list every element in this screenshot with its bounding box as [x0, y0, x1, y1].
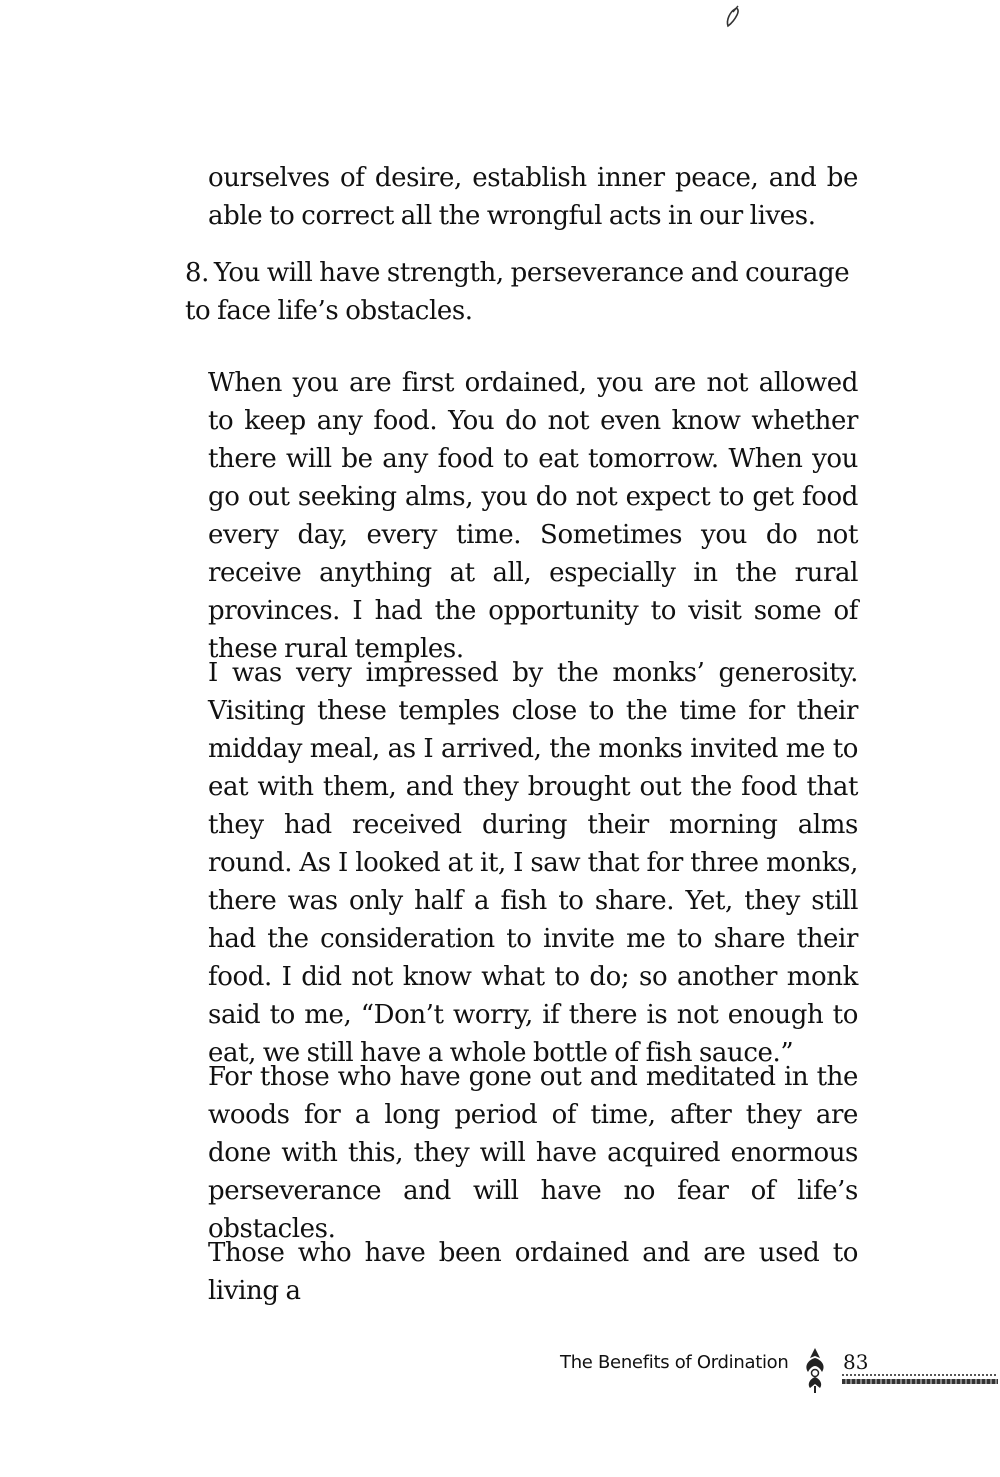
list-item-8 [185, 254, 865, 330]
paragraph-block-4 [208, 1234, 858, 1310]
footer-rule [842, 1374, 998, 1384]
paragraph-block-1 [208, 364, 858, 668]
list-number: 8. [185, 258, 210, 288]
lotus-ornament-icon [800, 1346, 830, 1394]
paragraph-4: Those who have been ordained and are used to living a [208, 1238, 858, 1306]
page-number: 83 [843, 1350, 869, 1374]
paragraph-continuation [208, 159, 858, 235]
paragraph-2: I was very impressed by the monks’ generosity. Visiting these temples close to the time for their midday meal, as I arrived, the monks invited me to eat with them, and they brought out the food that they had received during their morning alms round. As I looked at it, I saw that for three monks, there was only half a fish to share. Yet, they still had the consideration to invite me to share their food. I did not know what to do; so another monk said to me, “Don’t worry, if there is not enough to eat, we still have a whole bottle of fish sauce.” [208, 658, 858, 1068]
list-item-text: You will have strength, perseverance and courage to face life’s obstacles. [185, 258, 850, 326]
paragraph-3: For those who have gone out and meditated in the woods for a long period of time, after they are done with this, they will have acquired enormous perseverance and will have no fear of life’s obstacles. [208, 1062, 858, 1244]
paragraph-block-3 [208, 1058, 858, 1248]
pen-mark-icon [724, 4, 742, 30]
paragraph-0: ourselves of desire, establish inner peace, and be able to correct all the wrongful acts in our lives. [208, 163, 858, 231]
paragraph-1: When you are first ordained, you are not allowed to keep any food. You do not even know whether there will be any food to eat tomorrow. When you go out seeking alms, you do not expect to get food every day, every time. Sometimes you do not receive anything at all, especially in the rural provinces. I had the opportunity to visit some of these rural temples. [208, 368, 858, 664]
running-footer-title: The Benefits of Ordination [560, 1352, 789, 1373]
paragraph-block-2 [208, 654, 858, 1072]
